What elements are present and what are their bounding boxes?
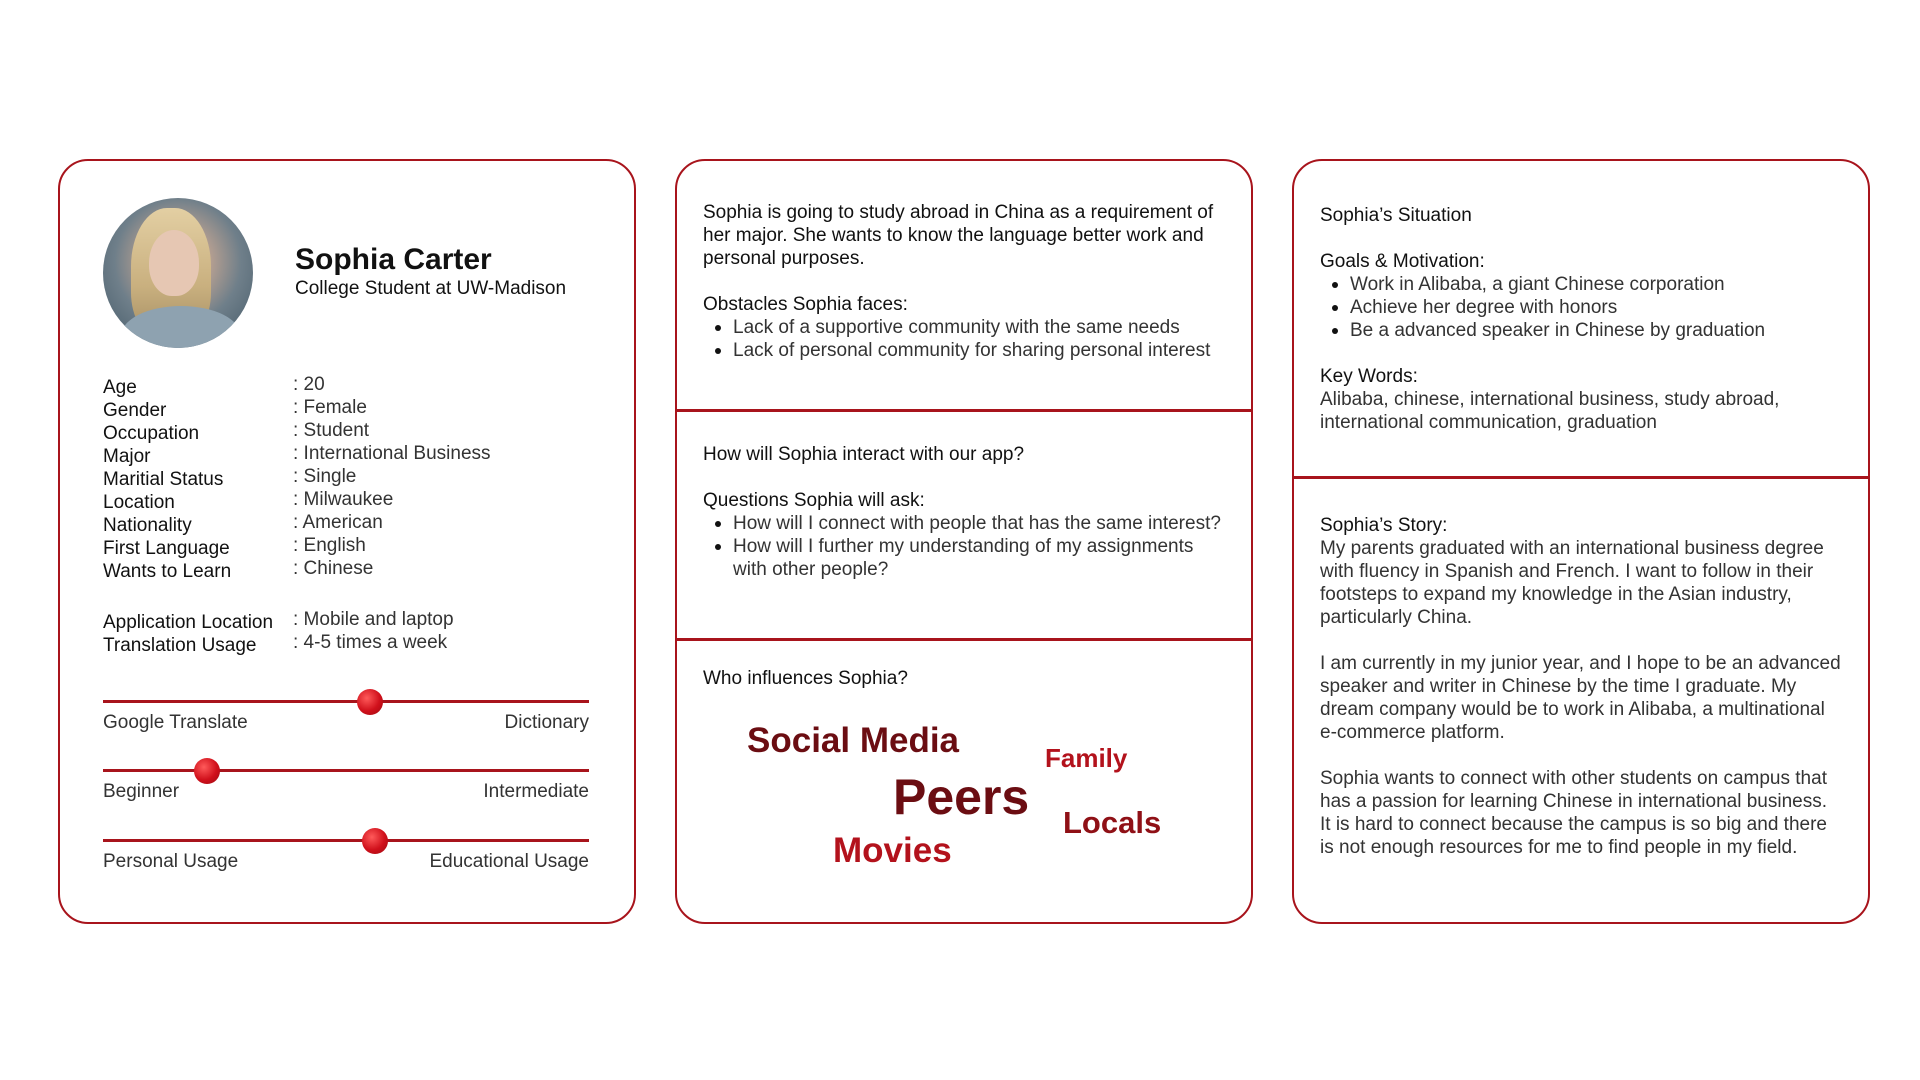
slider-right-label: Educational Usage (429, 851, 589, 872)
attr-row-major (103, 442, 603, 465)
attr-value: : 4-5 times a week (293, 632, 448, 653)
intro-text: Sophia is going to study abroad in China as a requirement of her major. She wants to know the language better work and personal purposes. (703, 202, 1214, 269)
keywords-text: Alibaba, chinese, international business, study abroad, international communication, graduation (1320, 389, 1780, 433)
attr-row-wants-to-learn (103, 557, 603, 580)
attr-label: Occupation (103, 423, 200, 444)
attr-row-occupation (103, 419, 603, 442)
question-item: How will I connect with people that has the same interest? (703, 512, 1225, 535)
questions-list (703, 512, 1225, 581)
influence-heading: Who influences Sophia? (703, 668, 908, 689)
keywords-heading: Key Words: (1320, 366, 1418, 387)
questions-section (703, 443, 1225, 581)
slider-usage-type[interactable] (103, 825, 589, 875)
slider-proficiency[interactable] (103, 755, 589, 805)
attribute-list (103, 373, 603, 580)
attr-value: : English (293, 535, 366, 556)
attr-row-location (103, 488, 603, 511)
interact-heading: How will Sophia interact with our app? (703, 444, 1025, 465)
context-card (675, 159, 1253, 924)
goal-item: Be a advanced speaker in Chinese by graduation (1320, 319, 1842, 342)
attr-label: Application Location (103, 612, 274, 633)
attr-value: : Chinese (293, 558, 374, 579)
story-section (1320, 514, 1842, 859)
slider-track (103, 769, 589, 772)
attr-value: : Female (293, 397, 367, 418)
goals-heading: Goals & Motivation: (1320, 251, 1485, 272)
attr-label: First Language (103, 538, 230, 559)
obstacle-item: Lack of personal community for sharing personal interest (703, 339, 1225, 362)
usage-list (103, 608, 603, 654)
attr-value: : International Business (293, 443, 491, 464)
slider-track (103, 700, 589, 703)
attr-row-nationality (103, 511, 603, 534)
story-paragraph: My parents graduated with an international business degree with fluency in Spanish and French. I want to follow in their footsteps to expand my knowledge in the Asian industry, particularly China. (1320, 538, 1824, 628)
attr-value: : Single (293, 466, 357, 487)
slider-left-label: Beginner (103, 781, 180, 802)
slider-left-label: Personal Usage (103, 851, 239, 872)
attr-label: Maritial Status (103, 469, 224, 490)
attr-value: : Student (293, 420, 370, 441)
attr-value: : American (293, 512, 383, 533)
attr-label: Wants to Learn (103, 561, 232, 582)
slider-knob[interactable] (357, 689, 383, 715)
slider-knob[interactable] (362, 828, 388, 854)
attr-row-marital-status (103, 465, 603, 488)
situation-heading: Sophia’s Situation (1320, 205, 1472, 226)
section-divider (677, 409, 1251, 412)
attr-value: : Mobile and laptop (293, 609, 454, 630)
attr-value: : 20 (293, 374, 325, 395)
story-paragraph: I am currently in my junior year, and I hope to be an advanced speaker and writer in Chinese by the time I graduate. My dream company would be to work in Alibaba, a multinational e-commerce platform. (1320, 653, 1841, 743)
word-peers: Peers (893, 769, 1030, 825)
slider-knob[interactable] (194, 758, 220, 784)
obstacles-heading: Obstacles Sophia faces: (703, 294, 908, 315)
slider-right-label: Intermediate (483, 781, 589, 802)
story-paragraph: Sophia wants to connect with other students on campus that has a passion for learning Chinese in international business. It is hard to connect because the campus is so big and there is not enough resources for me to find people in my field. (1320, 768, 1827, 858)
persona-subtitle: College Student at UW-Madison (295, 278, 567, 299)
obstacles-section (703, 201, 1225, 362)
story-heading: Sophia’s Story: (1320, 515, 1448, 536)
question-item: How will I further my understanding of my assignments with other people? (703, 535, 1225, 581)
attr-label: Major (103, 446, 151, 467)
goal-item: Work in Alibaba, a giant Chinese corporation (1320, 273, 1842, 296)
slider-right-label: Dictionary (504, 712, 589, 733)
avatar-face (149, 230, 199, 296)
section-divider (677, 638, 1251, 641)
slider-track (103, 839, 589, 842)
situation-card (1292, 159, 1870, 924)
persona-name: Sophia Carter (295, 243, 492, 276)
word-locals: Locals (1063, 805, 1162, 840)
attr-label: Location (103, 492, 175, 513)
attr-row-application-location (103, 608, 603, 631)
attr-label: Gender (103, 400, 167, 421)
attr-label: Translation Usage (103, 635, 257, 656)
profile-card (58, 159, 636, 924)
attr-row-first-language (103, 534, 603, 557)
word-family: Family (1045, 743, 1128, 773)
obstacle-item: Lack of a supportive community with the same needs (703, 316, 1225, 339)
attr-row-gender (103, 396, 603, 419)
goals-list (1320, 273, 1842, 342)
attr-label: Age (103, 377, 137, 398)
slider-translation-tool[interactable] (103, 686, 589, 736)
attr-row-age (103, 373, 603, 396)
section-divider (1294, 476, 1868, 479)
word-social-media: Social Media (747, 721, 960, 760)
questions-heading: Questions Sophia will ask: (703, 490, 925, 511)
influence-section (703, 667, 1225, 690)
slider-left-label: Google Translate (103, 712, 248, 733)
obstacles-list (703, 316, 1225, 362)
avatar (103, 198, 253, 348)
attr-label: Nationality (103, 515, 192, 536)
goal-item: Achieve her degree with honors (1320, 296, 1842, 319)
goals-section (1320, 204, 1842, 434)
attr-value: : Milwaukee (293, 489, 394, 510)
attr-row-translation-usage (103, 631, 603, 654)
word-movies: Movies (833, 831, 952, 870)
